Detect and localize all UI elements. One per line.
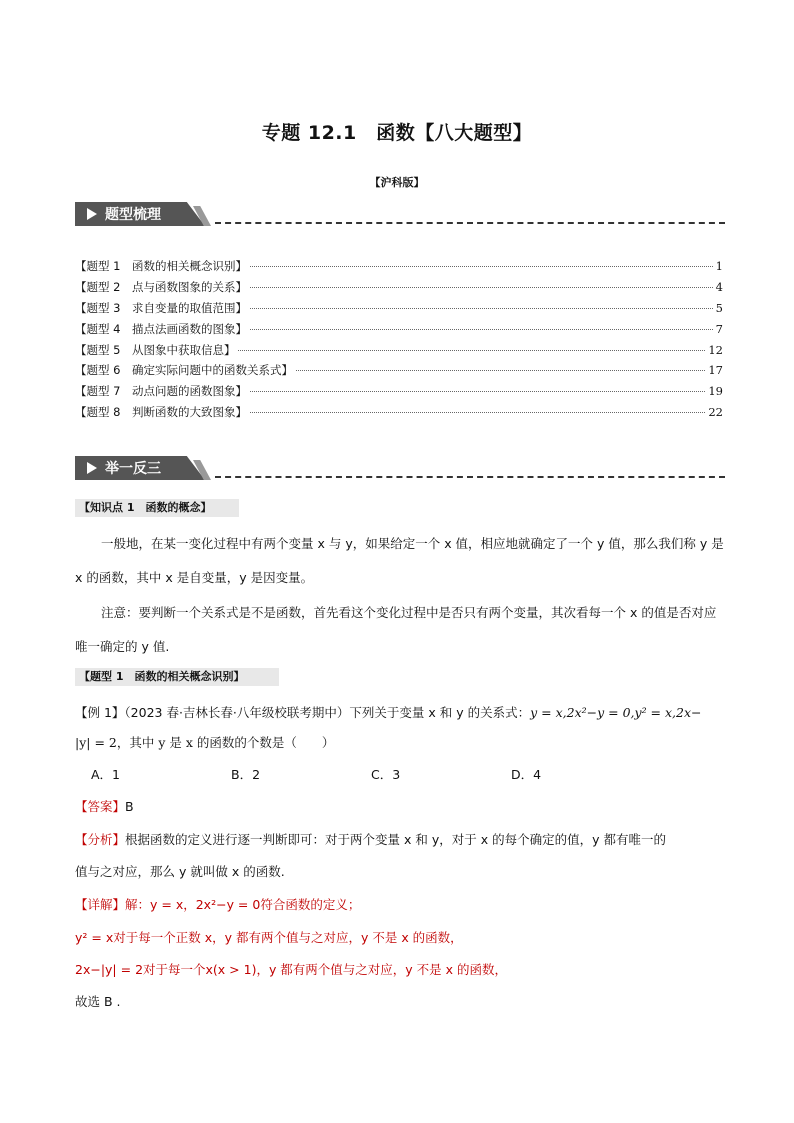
toc-entry[interactable]: 【题型 3 求自变量的取值范围】 5 bbox=[75, 300, 723, 315]
table-of-contents bbox=[75, 258, 723, 425]
analysis-line-2: 值与之对应，那么 y 就叫做 x 的函数. bbox=[75, 864, 285, 879]
toc-entry[interactable]: 【题型 7 动点问题的函数图象】 19 bbox=[75, 384, 723, 399]
detail-line: 【详解】解：y = x，2x²−y = 0符合函数的定义； bbox=[75, 897, 361, 912]
detail-label: 【详解】 bbox=[75, 897, 126, 912]
toc-entry[interactable]: 【题型 6 确定实际问题中的函数关系式】 17 bbox=[75, 363, 723, 378]
detail-line-3: 2x−|y| = 2对于每一个x(x > 1)，y 都有两个值与之对应，y 不是 x 的函数， bbox=[75, 962, 508, 977]
knowledge-paragraph-2: 注意：要判断一个关系式是不是函数，首先看这个变化过程中是否只有两个变量，其次看每一个 x 的值是否对应唯一确定的 y 值. bbox=[75, 605, 717, 654]
toc-entry[interactable]: 【题型 5 从图象中获取信息】 12 bbox=[75, 342, 723, 357]
analysis-line: 【分析】根据函数的定义进行逐一判断即可：对于两个变量 x 和 y，对于 x 的每个确定的值，y 都有唯一的 bbox=[75, 832, 666, 847]
edition-label: 【沪科版】 bbox=[369, 176, 425, 189]
toc-entry[interactable]: 【题型 1 函数的相关概念识别】 1 bbox=[75, 259, 723, 273]
option-d[interactable]: D．4 bbox=[511, 767, 542, 782]
play-arrow-icon bbox=[87, 208, 97, 220]
play-arrow-icon bbox=[87, 462, 97, 474]
toc-entry[interactable]: 【题型 8 判断函数的大致图象】 22 bbox=[75, 405, 723, 420]
section-title: 举一反三 bbox=[105, 461, 161, 477]
page-title: 专题 12.1 函数【八大题型】 bbox=[261, 122, 533, 144]
option-a[interactable]: A．1 bbox=[91, 767, 121, 782]
section-title: 题型梳理 bbox=[105, 207, 161, 223]
analysis-label: 【分析】 bbox=[75, 832, 126, 847]
example-question-line2: |y| = 2，其中 y 是 x 的函数的个数是（ ） bbox=[75, 735, 335, 750]
answer-label: 【答案】 bbox=[75, 799, 126, 814]
answer-line bbox=[75, 797, 725, 815]
answer-options bbox=[91, 765, 741, 783]
question-type-label: 【题型 1 函数的相关概念识别】 bbox=[75, 668, 279, 686]
dashed-divider bbox=[215, 476, 725, 478]
knowledge-paragraph-1: 一般地，在某一变化过程中有两个变量 x 与 y，如果给定一个 x 值，相应地就确定了一个 y 值，那么我们称 y 是 x 的函数，其中 x 是自变量，y 是因变量。 bbox=[75, 536, 724, 585]
section-header-summary bbox=[75, 202, 725, 226]
answer-value: B bbox=[125, 799, 134, 814]
toc-entry[interactable]: 【题型 4 描点法画函数的图象】 7 bbox=[75, 321, 723, 336]
detail-line-2: y² = x对于每一个正数 x，y 都有两个值与之对应，y 不是 x 的函数， bbox=[75, 930, 463, 945]
dashed-divider bbox=[215, 222, 725, 224]
option-b[interactable]: B．2 bbox=[231, 767, 261, 782]
knowledge-point-label: 【知识点 1 函数的概念】 bbox=[75, 499, 239, 517]
example-question: 【例 1】（2023 春·吉林长春·八年级校联考期中）下列关于变量 x 和 y 的关系式：y = x,2x²−y = 0,y² = x,2x− bbox=[75, 705, 702, 720]
toc-entry[interactable]: 【题型 2 点与函数图象的关系】 4 bbox=[75, 279, 723, 294]
conclusion-line: 故选 B . bbox=[75, 994, 121, 1009]
section-header-examples bbox=[75, 456, 725, 480]
option-c[interactable]: C．3 bbox=[371, 767, 401, 782]
